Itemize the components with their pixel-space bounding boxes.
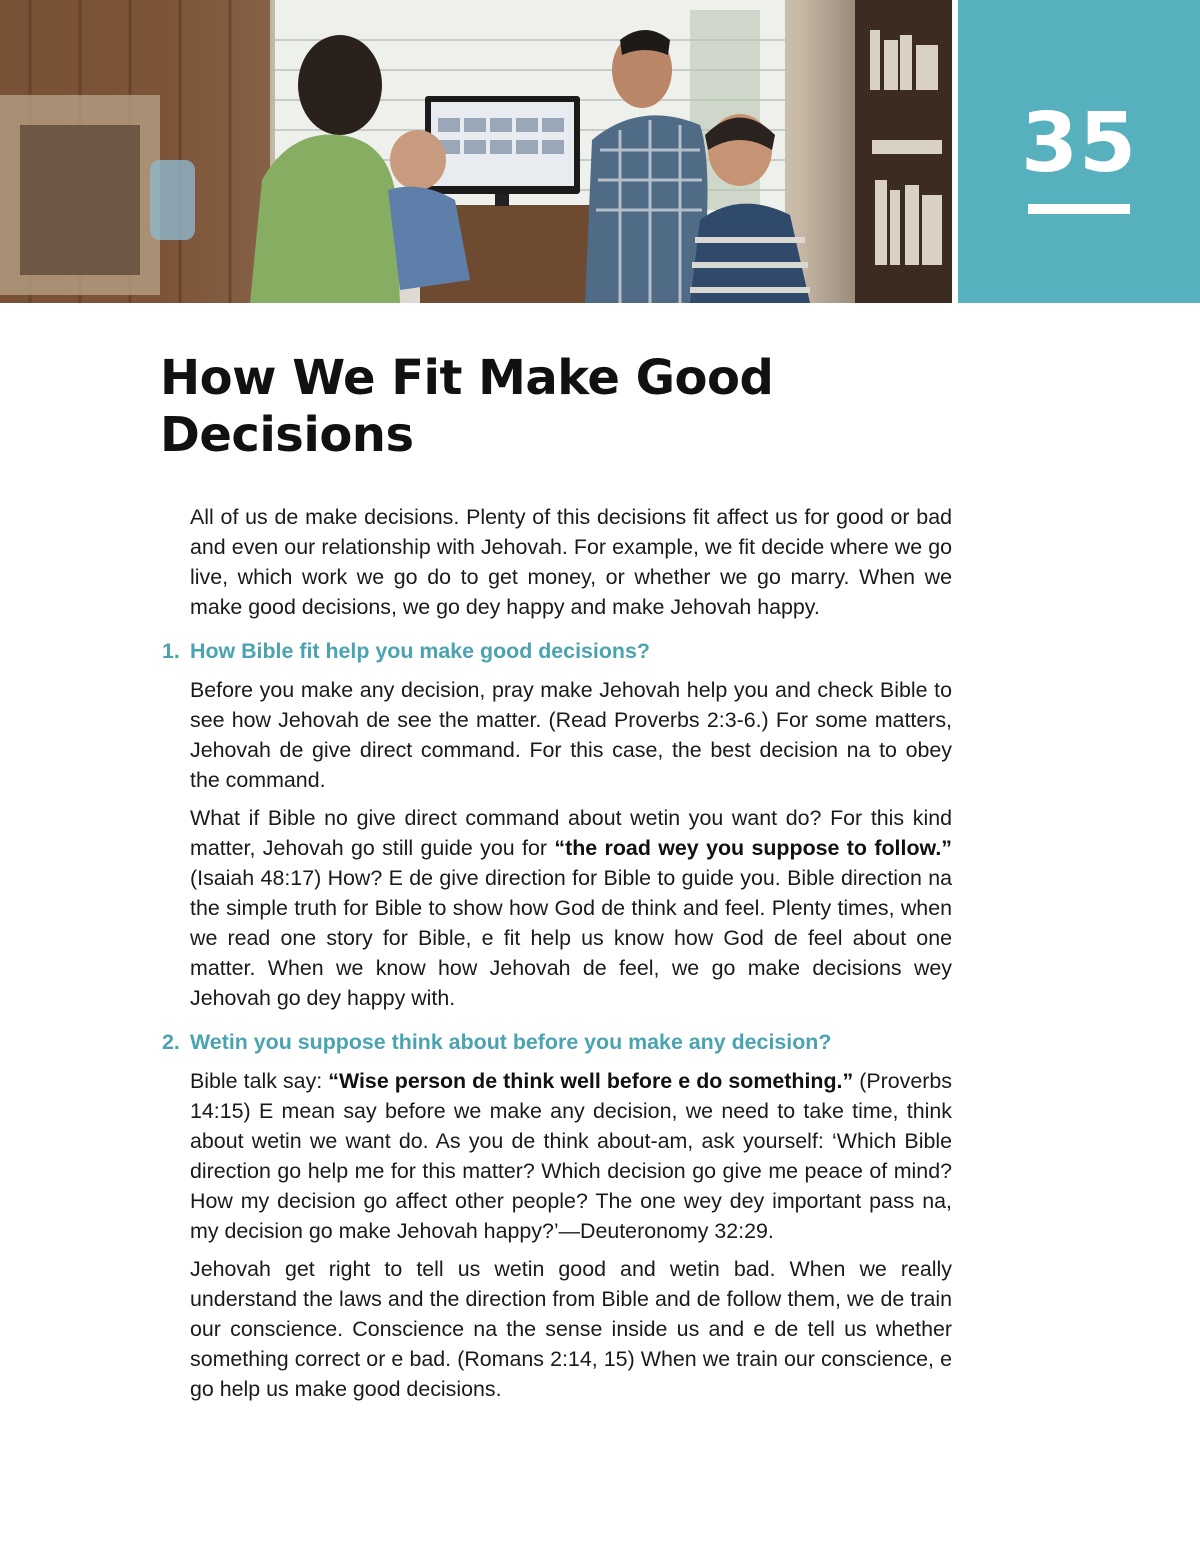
question-number: 2. xyxy=(162,1030,180,1054)
question-text: How Bible fit help you make good decisions? xyxy=(190,639,650,663)
chapter-tab xyxy=(958,0,1200,303)
article-body xyxy=(162,502,952,1412)
question-text: Wetin you suppose think about before you make any decision? xyxy=(190,1030,832,1054)
family-at-computer-illustration xyxy=(0,0,952,303)
chapter-underline xyxy=(1028,204,1130,214)
section-1-paragraph-1: Before you make any decision, pray make Jehovah help you and check Bible to see how Jehovah de see the matter. (Read Proverbs 2:3-6.) For some matters, Jehovah de give direct command. For this case, the best decision na to obey the command. xyxy=(190,678,952,792)
text-run: (Proverbs 14:15) E mean say before we make any decision, we need to take time, think about wetin we want do. As you de think about-am, ask yourself: ‘Which Bible direction go help me for this matter? Which decision go give me peace of mind? How my decision go affect other people? The one wey dey important pass na, my decision go make Jehovah happy?’—Deuteronomy 32:29. xyxy=(190,1069,952,1243)
header-photo xyxy=(0,0,952,303)
question-number: 1. xyxy=(162,639,180,663)
page-title: How We Fit Make Good Decisions xyxy=(160,350,774,463)
section-2-paragraph-1 xyxy=(190,1066,952,1246)
intro-paragraph: All of us de make decisions. Plenty of this decisions fit affect us for good or bad and even our relationship with Jehovah. For example, we fit decide where we go live, which work we go do to get money, or whether we go marry. When we make good decisions, we go dey happy and make Jehovah happy. xyxy=(190,505,952,619)
question-heading-1 xyxy=(162,636,952,666)
chapter-number: 35 xyxy=(1020,96,1138,191)
section-2-paragraph-2: Jehovah get right to tell us wetin good and wetin bad. When we really understand the laws and the direction from Bible and de follow them, we de train our conscience. Conscience na the sense inside us and e de tell us whether something correct or e bad. (Romans 2:14, 15) When we train our conscience, e go help us make good decisions. xyxy=(190,1257,952,1401)
text-run: Bible talk say: xyxy=(190,1069,329,1093)
text-run: What if Bible no give direct command about wetin you want do? For this kind matter, Jehovah go still guide you for xyxy=(190,806,952,860)
scripture-quote: “Wise person de think well before e do something.” xyxy=(328,1069,854,1093)
text-run: (Isaiah 48:17) How? E de give direction for Bible to guide you. Bible direction na the simple truth for Bible to show how God de think and feel. Plenty times, when we read one story for Bible, e fit help us know how God de feel about one matter. When we know how Jehovah de feel, we go make decisions wey Jehovah go dey happy with. xyxy=(190,866,952,1010)
section-1-paragraph-2 xyxy=(190,803,952,1013)
water-bottle xyxy=(150,160,195,240)
scripture-quote: “the road wey you suppose to follow.” xyxy=(554,836,952,860)
question-heading-2 xyxy=(162,1027,952,1057)
woman-figure xyxy=(250,35,400,303)
